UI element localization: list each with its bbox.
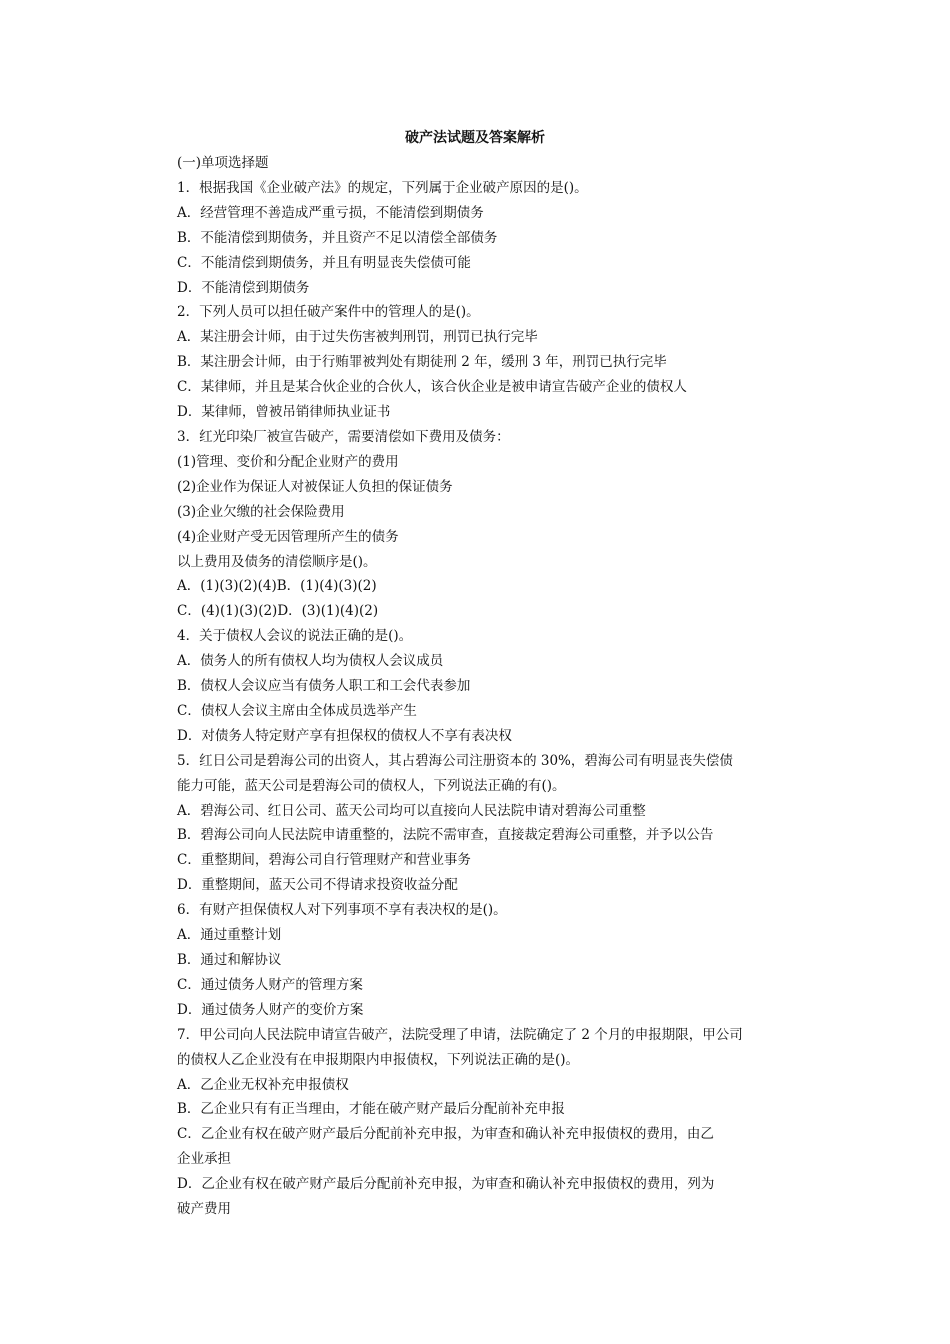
- option-line: A．(1)(3)(2)(4)B．(1)(4)(3)(2): [177, 578, 377, 595]
- list-item: (3)企业欠缴的社会保险费用: [177, 503, 345, 520]
- list-item: (2)企业作为保证人对被保证人负担的保证债务: [177, 478, 453, 495]
- question-text: 的债权人乙企业没有在申报期限内申报债权，下列说法正确的是()。: [177, 1051, 580, 1068]
- option-line: B．通过和解协议: [177, 952, 282, 968]
- option-line: B．乙企业只有有正当理由，才能在破产财产最后分配前补充申报: [177, 1101, 565, 1118]
- option-line: B．某注册会计师，由于行贿罪被判处有期徒刑 2 年，缓刑 3 年，刑罚已执行完毕: [177, 354, 667, 371]
- page-title: 破产法试题及答案解析: [405, 130, 545, 146]
- option-line: C．债权人会议主席由全体成员选举产生: [177, 702, 417, 719]
- question-3: 3．红光印染厂被宣告破产，需要清偿如下费用及债务：: [177, 428, 510, 445]
- option-line: C．不能清偿到期债务，并且有明显丧失偿债可能: [177, 254, 471, 271]
- section-heading: (一)单项选择题: [177, 155, 269, 171]
- question-text: 能力可能，蓝天公司是碧海公司的债权人，下列说法正确的有()。: [177, 777, 566, 794]
- list-item: (4)企业财产受无因管理所产生的债务: [177, 528, 399, 545]
- question-2: 2．下列人员可以担任破产案件中的管理人的是()。: [177, 304, 480, 321]
- option-line: D．乙企业有权在破产财产最后分配前补充申报，为审查和确认补充申报债权的费用，列为: [177, 1176, 715, 1193]
- option-line: A．某注册会计师，由于过失伤害被判刑罚，刑罚已执行完毕: [177, 329, 538, 346]
- option-line: A．碧海公司、红日公司、蓝天公司均可以直接向人民法院申请对碧海公司重整: [177, 802, 646, 819]
- option-line: D．重整期间，蓝天公司不得请求投资收益分配: [177, 877, 458, 894]
- option-line: C．某律师，并且是某合伙企业的合伙人，该合伙企业是被申请宣告破产企业的债权人: [177, 379, 687, 396]
- option-line: D．通过债务人财产的变价方案: [177, 1001, 364, 1018]
- option-line: B．债权人会议应当有债务人职工和工会代表参加: [177, 678, 471, 695]
- question-4: 4．关于债权人会议的说法正确的是()。: [177, 628, 413, 645]
- option-line: D．某律师，曾被吊销律师执业证书: [177, 404, 391, 421]
- question-7: 7．甲公司向人民法院申请宣告破产，法院受理了申请，法院确定了 2 个月的申报期限，甲公司: [177, 1026, 743, 1043]
- question-1: 1．根据我国《企业破产法》的规定，下列属于企业破产原因的是()。: [177, 179, 588, 196]
- option-line: B．碧海公司向人民法院申请重整的，法院不需审查，直接裁定碧海公司重整，并予以公告: [177, 827, 714, 844]
- option-line: A．乙企业无权补充申报债权: [177, 1076, 349, 1093]
- option-line: 破产费用: [177, 1201, 231, 1218]
- option-line: C．重整期间，碧海公司自行管理财产和营业事务: [177, 852, 471, 869]
- option-line: D．对债务人特定财产享有担保权的债权人不享有表决权: [177, 727, 512, 744]
- question-5: 5．红日公司是碧海公司的出资人，其占碧海公司注册资本的 30%，碧海公司有明显丧失偿债: [177, 752, 733, 769]
- document-body: [177, 151, 777, 1222]
- option-line: C．乙企业有权在破产财产最后分配前补充申报，为审查和确认补充申报债权的费用，由乙: [177, 1126, 714, 1143]
- option-line: C．(4)(1)(3)(2)D．(3)(1)(4)(2): [177, 603, 379, 620]
- question-6: 6．有财产担保债权人对下列事项不享有表决权的是()。: [177, 902, 507, 919]
- option-line: A．经营管理不善造成严重亏损，不能清偿到期债务: [177, 204, 484, 221]
- question-text: 以上费用及债务的清偿顺序是()。: [177, 553, 377, 570]
- option-line: B．不能清偿到期债务，并且资产不足以清偿全部债务: [177, 229, 498, 246]
- list-item: (1)管理、变价和分配企业财产的费用: [177, 453, 399, 470]
- option-line: 企业承担: [177, 1151, 231, 1168]
- option-line: D．不能清偿到期债务: [177, 279, 310, 296]
- option-line: C．通过债务人财产的管理方案: [177, 976, 363, 993]
- option-line: A．债务人的所有债权人均为债权人会议成员: [177, 653, 444, 670]
- option-line: A．通过重整计划: [177, 927, 282, 944]
